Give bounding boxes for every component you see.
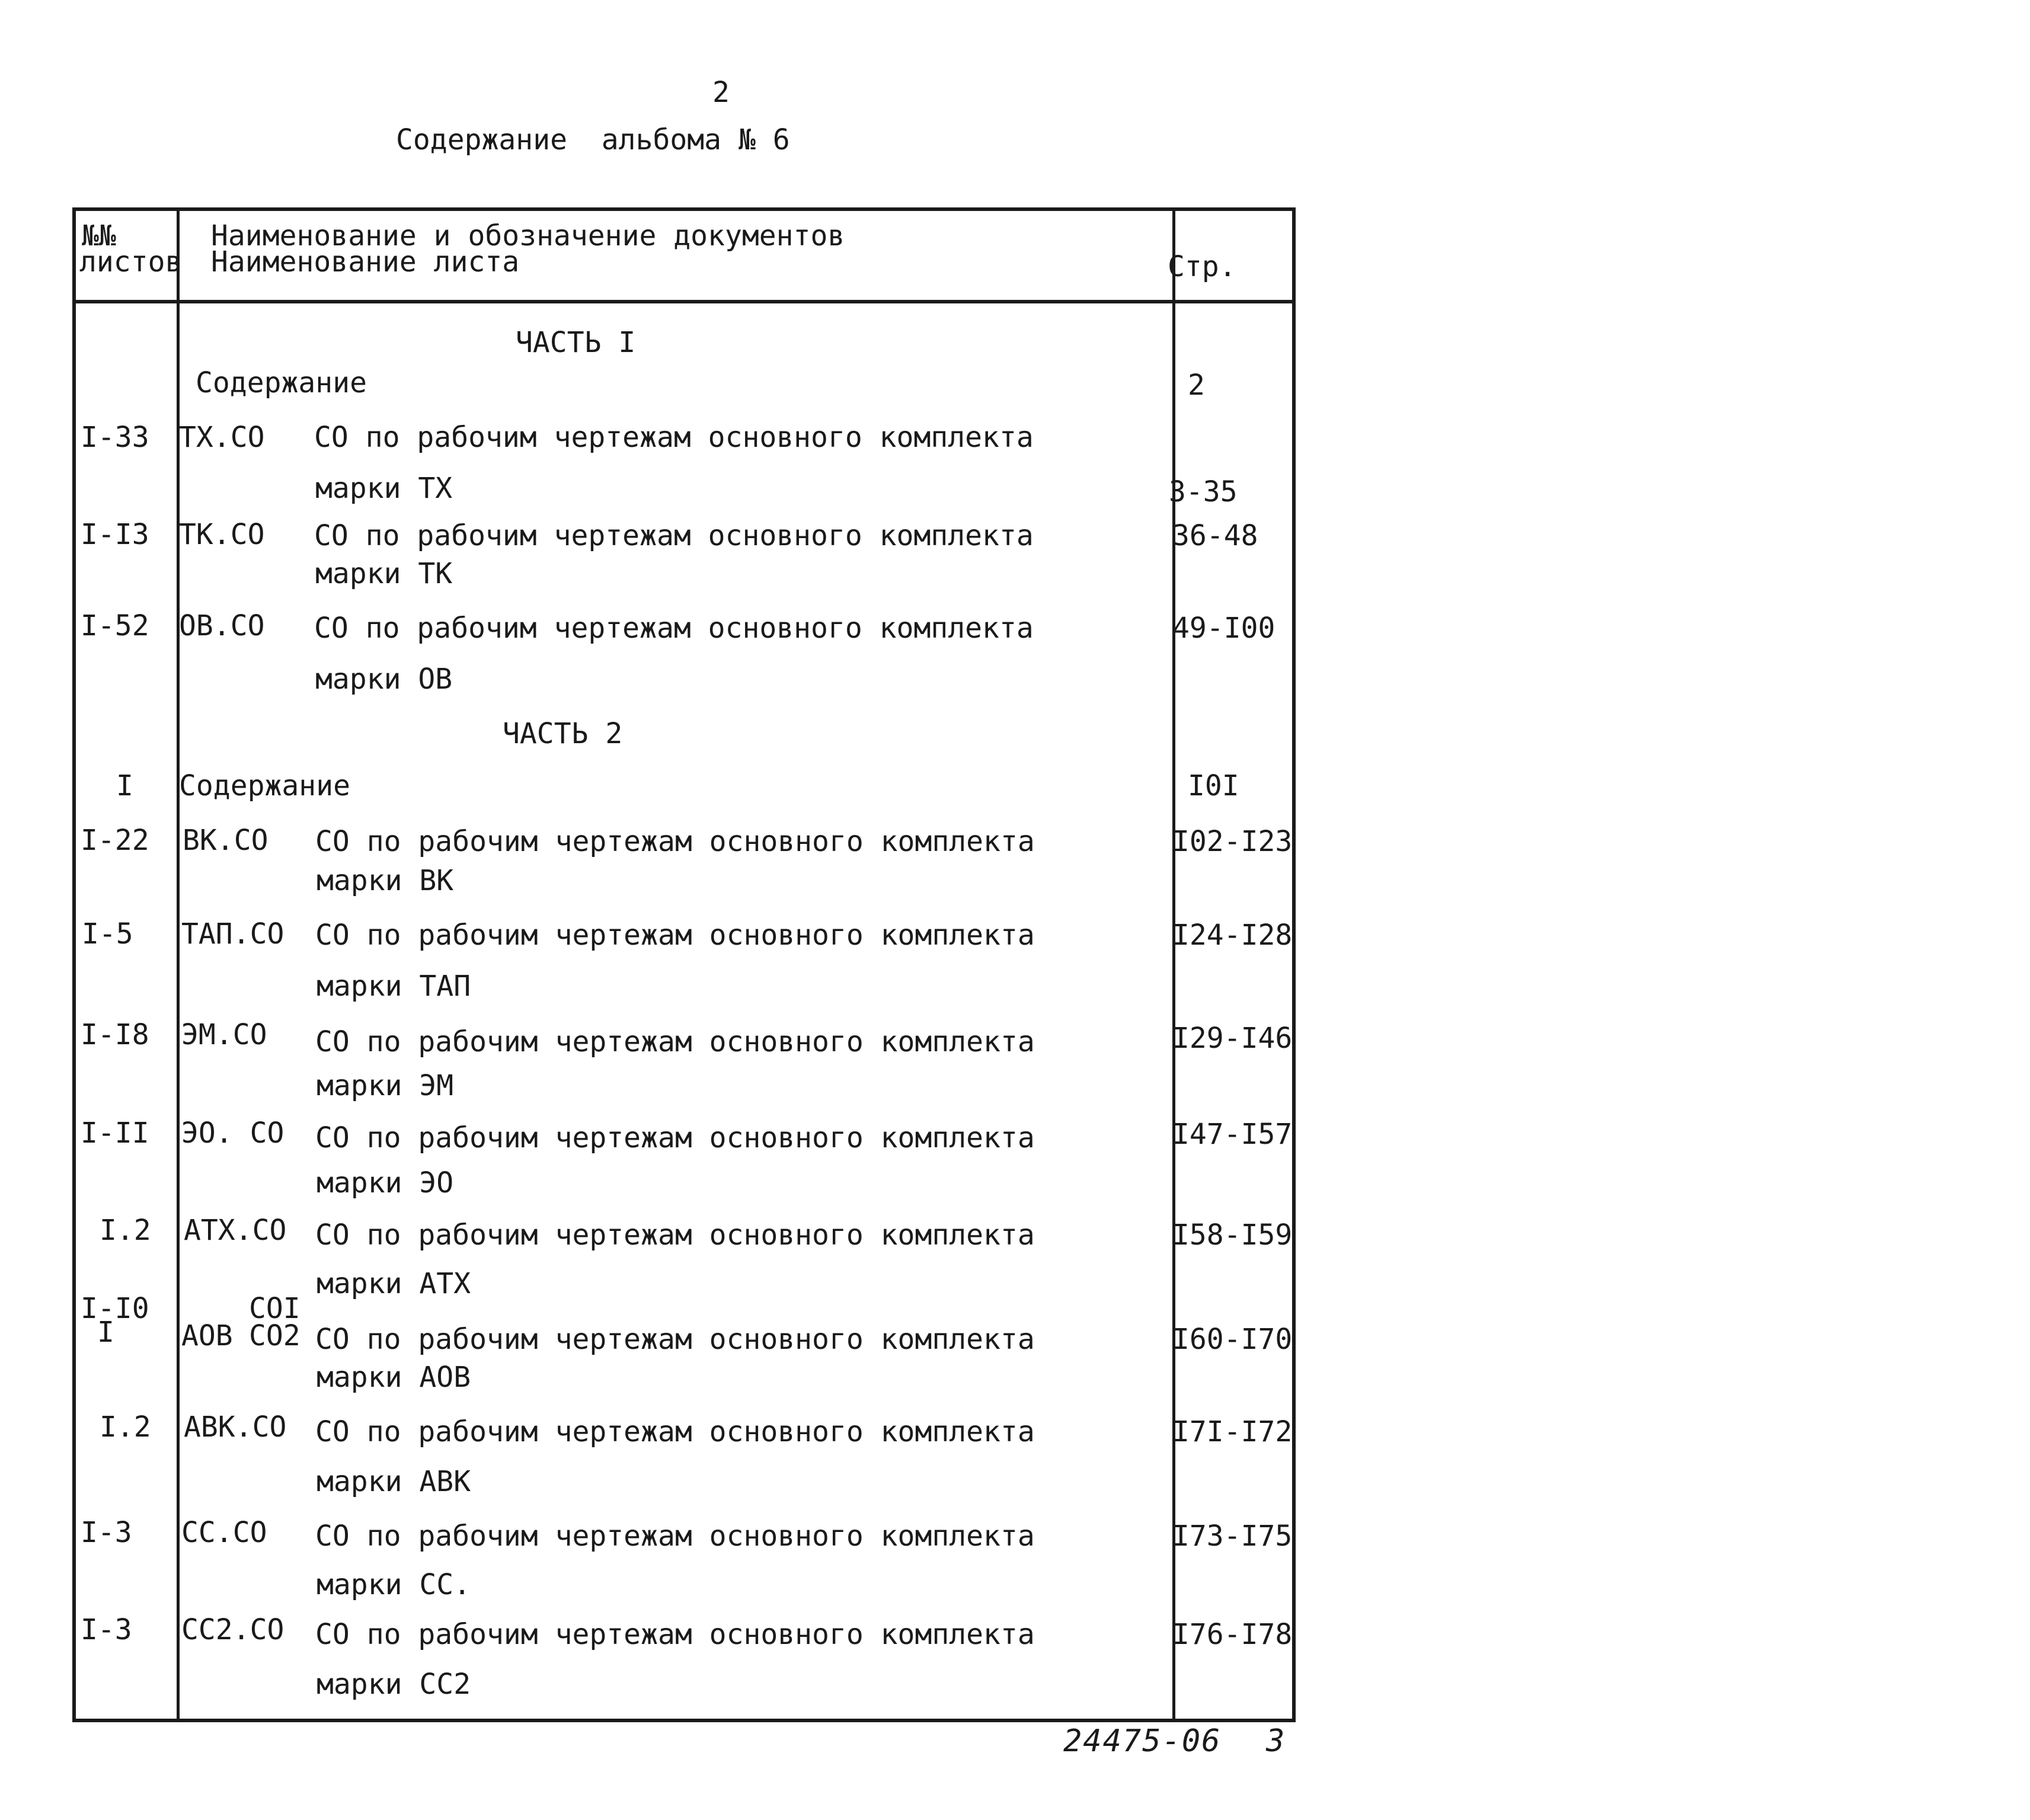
row-name-cont: марки ВК — [317, 864, 454, 897]
row-name: СО по рабочим чертежам основного комплекта — [315, 1025, 1035, 1058]
row-pages: I02-I23 — [1172, 825, 1293, 858]
sheet-number-stamp: 3 — [1266, 1723, 1286, 1759]
row-code: ОВ.СО — [179, 609, 265, 642]
header-name-line1: Наименование и обозначение документов — [211, 219, 845, 252]
row-pages: I7I-I72 — [1172, 1415, 1293, 1448]
row-name-cont: марки ЭО — [317, 1166, 454, 1200]
row-name-cont: марки ЭМ — [317, 1069, 454, 1102]
row-code: АОВ — [181, 1319, 233, 1352]
row-pages: I58-I59 — [1172, 1218, 1293, 1252]
row-name: СО по рабочим чертежам основного комплекта — [315, 1121, 1035, 1154]
row-sheets: I.2 — [100, 1214, 151, 1247]
row-name: СО по рабочим чертежам основного комплекта — [315, 1323, 1035, 1356]
part-heading: ЧАСТЬ 2 — [503, 717, 623, 750]
part-heading: ЧАСТЬ I — [516, 326, 636, 359]
row-code: АТХ.СО — [184, 1214, 287, 1247]
row-name: СО по рабочим чертежам основного комплекта — [315, 919, 1035, 952]
row-name-cont: марки АТХ — [317, 1267, 471, 1300]
row-code: ЭО. СО — [181, 1117, 284, 1150]
header-name-line2: Наименование листа — [211, 245, 520, 279]
row-code: СС2.СО — [181, 1613, 284, 1646]
row-pages: I73-I75 — [1172, 1520, 1293, 1553]
row-name-cont: марки СС. — [317, 1568, 471, 1601]
row-code: ТК.СО — [179, 518, 265, 551]
row-name: СО по рабочим чертежам основного комплекта — [314, 612, 1034, 645]
row-name-cont: марки ТК — [315, 557, 453, 590]
row-code: СС.СО — [181, 1516, 267, 1549]
row-name-cont: марки ТХ — [315, 472, 453, 505]
column-divider — [1172, 207, 1175, 1722]
row-code: ТХ.СО — [179, 421, 265, 454]
row-name: СО по рабочим чертежам основного комплекта — [315, 1218, 1035, 1252]
contents-sheet: I — [116, 769, 133, 802]
row-pages: I76-I78 — [1172, 1618, 1293, 1651]
row-code: ЭМ.СО — [181, 1018, 267, 1051]
row-code-sub: СО2 — [249, 1319, 300, 1352]
contents-label: Содержание — [179, 769, 350, 802]
row-pages: 36-48 — [1172, 519, 1258, 552]
row-sheets: I-I0 — [81, 1292, 149, 1325]
row-pages: 49-I00 — [1172, 612, 1275, 645]
contents-page: 2 — [1188, 369, 1205, 402]
contents-label: Содержание — [196, 366, 367, 399]
row-name-cont: марки СС2 — [317, 1668, 471, 1701]
row-name-cont: марки АОВ — [317, 1361, 471, 1394]
row-sheets: I-3 — [81, 1613, 132, 1646]
row-code: ТАП.СО — [181, 917, 284, 951]
row-name-cont: марки ОВ — [315, 663, 453, 696]
row-sheets: I-I8 — [81, 1018, 149, 1051]
header-sheets-line2: листов — [79, 245, 183, 279]
row-pages: 3-35 — [1169, 475, 1238, 508]
document-code-stamp: 24475-06 — [1063, 1723, 1222, 1759]
row-code: ВК.СО — [183, 824, 268, 857]
row-sheets: I-3 — [81, 1516, 132, 1549]
row-name: СО по рабочим чертежам основного комплекта — [314, 519, 1034, 552]
row-sheets-cont: I — [97, 1316, 114, 1349]
page-title: Содержание альбома № 6 — [396, 123, 790, 156]
header-sheets-line1: №№ — [82, 219, 116, 252]
row-sheets: I-5 — [82, 917, 133, 951]
row-name: СО по рабочим чертежам основного комплекта — [315, 1415, 1035, 1448]
row-name: СО по рабочим чертежам основного комплекта — [315, 825, 1035, 858]
row-pages: I29-I46 — [1172, 1022, 1293, 1055]
row-pages: I24-I28 — [1172, 919, 1293, 952]
row-sheets: I-33 — [81, 421, 149, 454]
row-name: СО по рабочим чертежам основного комплекта — [314, 421, 1034, 454]
row-name-cont: марки ТАП — [317, 970, 471, 1003]
row-sheets: I-52 — [81, 609, 149, 642]
row-sheets: I-I3 — [81, 518, 149, 551]
row-pages: I47-I57 — [1172, 1118, 1293, 1151]
row-name: СО по рабочим чертежам основного комплекта — [315, 1618, 1035, 1651]
row-pages: I60-I70 — [1172, 1323, 1293, 1356]
row-sheets: I-II — [81, 1117, 149, 1150]
row-code: АВК.СО — [184, 1410, 287, 1444]
header-pages: Стр. — [1168, 250, 1236, 283]
row-code-sup: СОI — [249, 1292, 300, 1325]
row-sheets: I.2 — [100, 1410, 151, 1444]
page-number: 2 — [712, 76, 730, 109]
row-name-cont: марки АВК — [317, 1465, 471, 1498]
header-divider — [72, 300, 1296, 303]
row-name: СО по рабочим чертежам основного комплекта — [315, 1520, 1035, 1553]
contents-page: I0I — [1188, 769, 1239, 802]
row-sheets: I-22 — [81, 824, 149, 857]
